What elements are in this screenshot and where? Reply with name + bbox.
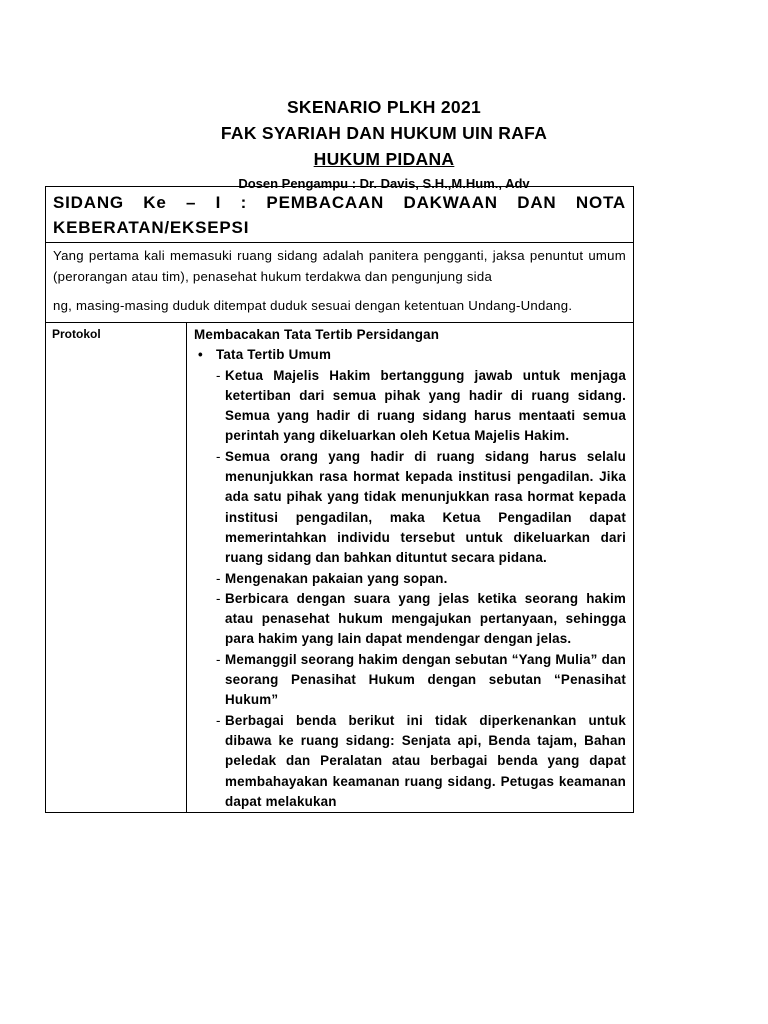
lecturer-line: Dosen Pengampu : Dr. Davis, S.H.,M.Hum., Adv <box>238 176 530 191</box>
bullet-item <box>194 345 626 365</box>
list-item <box>216 366 626 447</box>
rule-text: Berbicara dengan suara yang jelas ketika seorang hakim atau penasehat hukum mengajukan pertanyaan, sehingga para hakim yang lain dapat mendengar dengan jelas. <box>225 590 626 647</box>
subject-title: HUKUM PIDANA <box>313 149 455 169</box>
intro-cell <box>46 243 634 323</box>
document-title: SKENARIO PLKH 2021 <box>286 97 482 117</box>
rule-text: Memanggil seorang hakim dengan sebutan “Yang Mulia” dan seorang Penasihat Hukum dengan sebutan “Penasihat Hukum” <box>225 651 626 708</box>
bullet-icon: • <box>198 347 203 363</box>
list-item <box>216 447 626 569</box>
intro-row <box>46 243 634 323</box>
content-heading: Membacakan Tata Tertib Persidangan <box>194 327 440 342</box>
protocol-row <box>46 323 634 813</box>
dash-marker: - <box>216 712 221 728</box>
intro-paragraph: ng, masing-masing duduk ditempat duduk sesuai dengan ketentuan Undang-Undang. <box>53 298 573 313</box>
rule-text: Semua orang yang hadir di ruang sidang harus selalu menunjukkan rasa hormat kepada institusi pengadilan. Jika ada satu pihak yang tidak menunjukkan rasa hormat kepada institusi pengadilan, maka Ketua Pengadilan dapat memerintahkan individu tersebut untuk dikeluarkan dari ruang sidang dan bahkan dituntut secara pidana. <box>225 448 626 566</box>
rule-text: Berbagai benda berikut ini tidak diperkenankan untuk dibawa ke ruang sidang: Senjata api, Benda tajam, Bahan peledak dan Peralatan atau berbagai benda yang dapat membahayakan keamanan ruang sidang. Petugas keamanan dapat melakukan <box>225 712 626 809</box>
rule-text: Mengenakan pakaian yang sopan. <box>225 570 448 586</box>
session-heading-row <box>46 187 634 243</box>
row-label: Protokol <box>46 323 187 813</box>
session-heading: SIDANG Ke – I : PEMBACAAN DAKWAAN DAN NOTA KEBERATAN/EKSEPSI <box>46 187 634 243</box>
list-item <box>216 650 626 711</box>
dash-marker: - <box>216 367 221 383</box>
rule-text: Ketua Majelis Hakim bertanggung jawab untuk menjaga ketertiban dari semua pihak yang hadir di ruang sidang. Semua yang hadir di ruang sidang harus mentaati semua perintah yang dikeluarkan oleh Ketua Majelis Hakim. <box>225 367 626 444</box>
list-item <box>216 711 626 812</box>
document-header <box>0 94 768 194</box>
dash-marker: - <box>216 448 221 464</box>
rules-list <box>194 366 626 813</box>
bullet-title: Tata Tertib Umum <box>216 347 332 363</box>
list-item <box>216 569 626 589</box>
list-item <box>216 589 626 650</box>
faculty-title: FAK SYARIAH DAN HUKUM UIN RAFA <box>220 123 548 143</box>
dash-marker: - <box>216 570 221 586</box>
dash-marker: - <box>216 651 221 667</box>
protocol-content <box>187 323 634 813</box>
scenario-table <box>45 186 634 813</box>
dash-marker: - <box>216 590 221 606</box>
intro-paragraph: Yang pertama kali memasuki ruang sidang adalah panitera pengganti, jaksa penuntut umum (perorangan atau tim), penasehat hukum terdakwa dan pengunjung sida <box>53 248 626 284</box>
